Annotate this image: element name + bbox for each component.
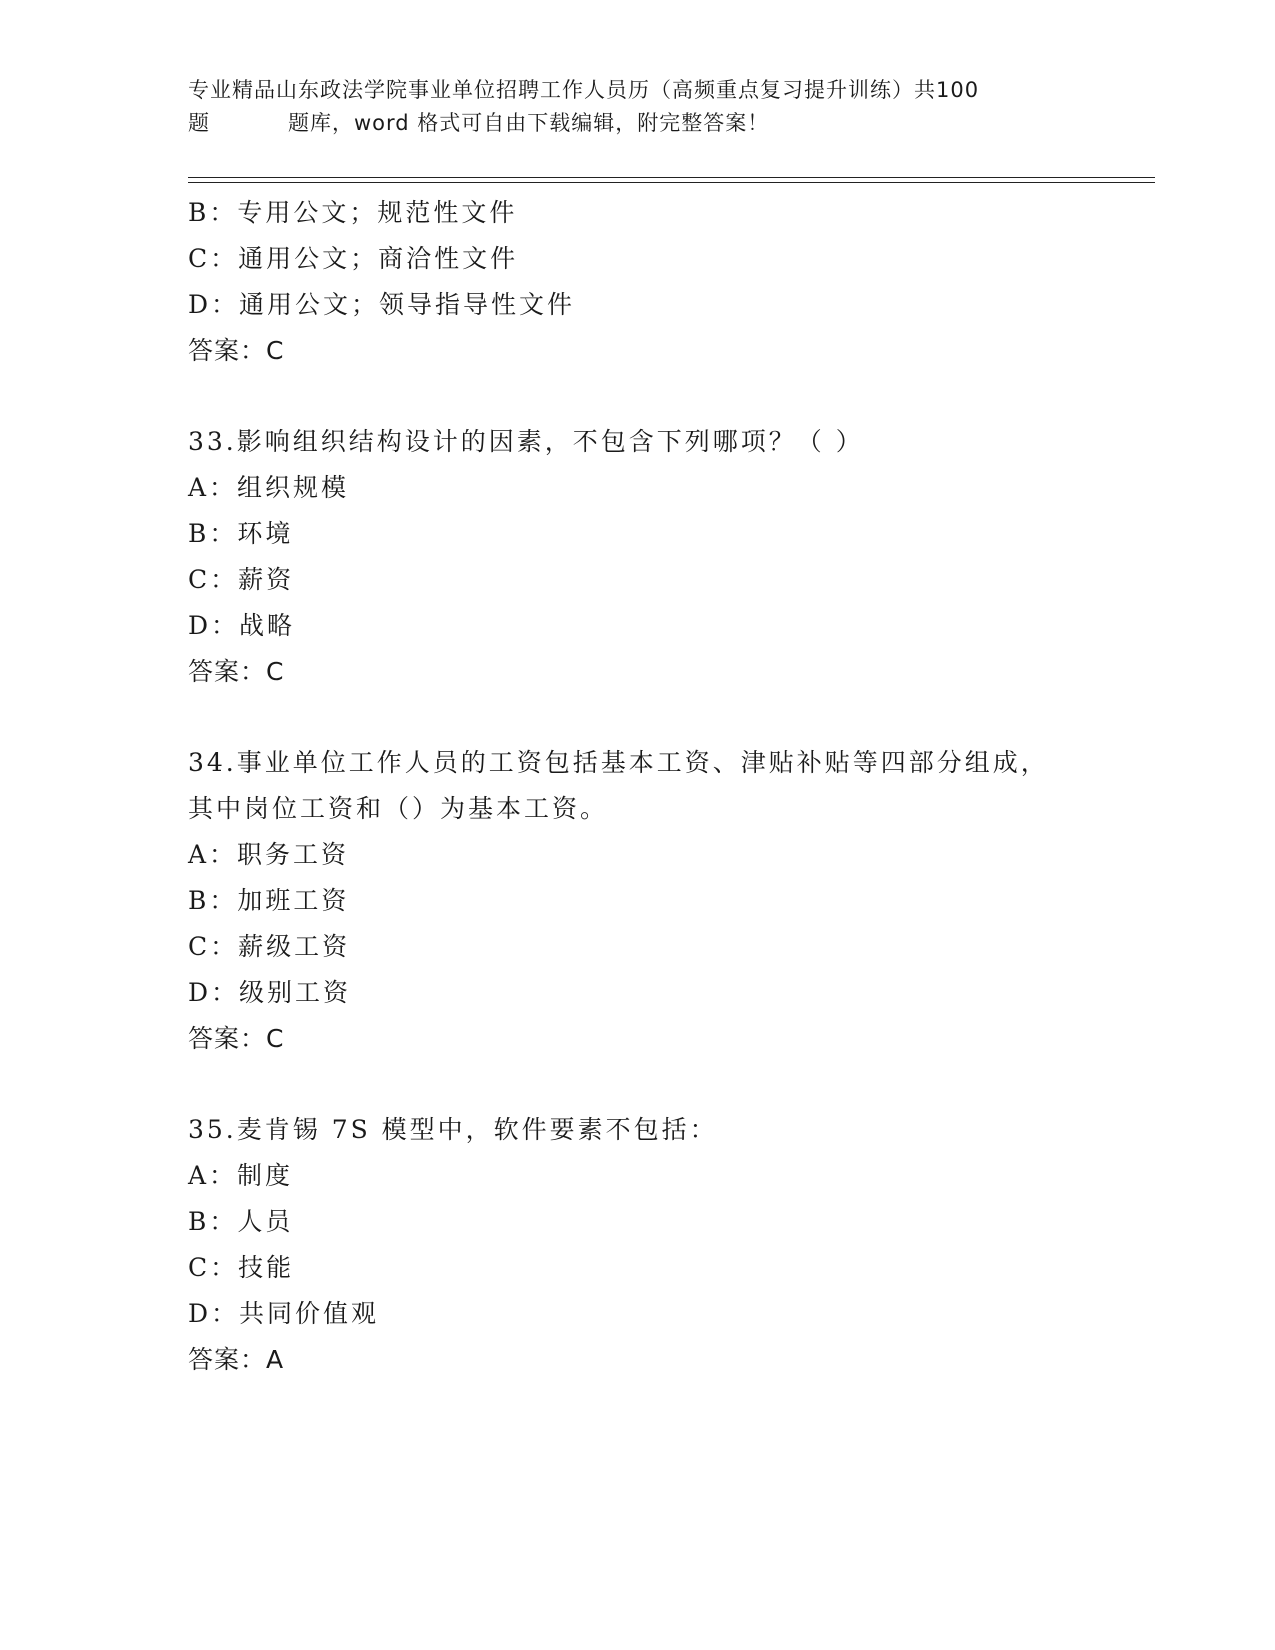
header-divider-top	[188, 177, 1155, 178]
question-stem: 34.事业单位工作人员的工资包括基本工资、津贴补贴等四部分组成，	[188, 748, 1049, 777]
option-d: D：共同价值观	[188, 1299, 380, 1328]
question-content	[188, 190, 1148, 1383]
option-b: B：专用公文；规范性文件	[188, 198, 518, 227]
option-b: B：加班工资	[188, 886, 350, 915]
option-d: D：级别工资	[188, 978, 352, 1007]
header-divider-bottom	[188, 182, 1155, 183]
answer-line: 答案：C	[188, 336, 285, 365]
option-a: A：组织规模	[188, 473, 350, 502]
previous-question-tail	[188, 190, 1148, 374]
answer-line: 答案：C	[188, 1024, 285, 1053]
question-stem: 35.麦肯锡 7S 模型中，软件要素不包括：	[188, 1115, 718, 1144]
option-c: C：薪资	[188, 565, 295, 594]
header-line-2	[188, 107, 1088, 140]
option-b: B：人员	[188, 1207, 294, 1236]
question-34	[188, 740, 1148, 1062]
document-header	[188, 74, 1088, 140]
header-line-2-start: 题	[188, 111, 210, 135]
spacer	[188, 1062, 1148, 1107]
question-stem: 33.影响组织结构设计的因素，不包含下列哪项？（ ）	[188, 427, 864, 456]
option-c: C：薪级工资	[188, 932, 351, 961]
option-b: B：环境	[188, 519, 294, 548]
answer-line: 答案：A	[188, 1345, 285, 1374]
question-35	[188, 1107, 1148, 1383]
answer-line: 答案：C	[188, 657, 285, 686]
option-d: D：通用公文；领导指导性文件	[188, 290, 576, 319]
header-line-1: 专业精品山东政法学院事业单位招聘工作人员历（高频重点复习提升训练）共100	[188, 78, 980, 102]
spacer	[188, 695, 1148, 740]
question-33	[188, 419, 1148, 695]
option-c: C：通用公文；商洽性文件	[188, 244, 519, 273]
option-a: A：职务工资	[188, 840, 350, 869]
option-c: C：技能	[188, 1253, 295, 1282]
header-line-2-rest: 题库，word 格式可自由下载编辑，附完整答案！	[288, 111, 770, 135]
spacer	[188, 374, 1148, 419]
option-d: D：战略	[188, 611, 296, 640]
question-stem-continued: 其中岗位工资和（）为基本工资。	[188, 794, 609, 823]
option-a: A：制度	[188, 1161, 294, 1190]
